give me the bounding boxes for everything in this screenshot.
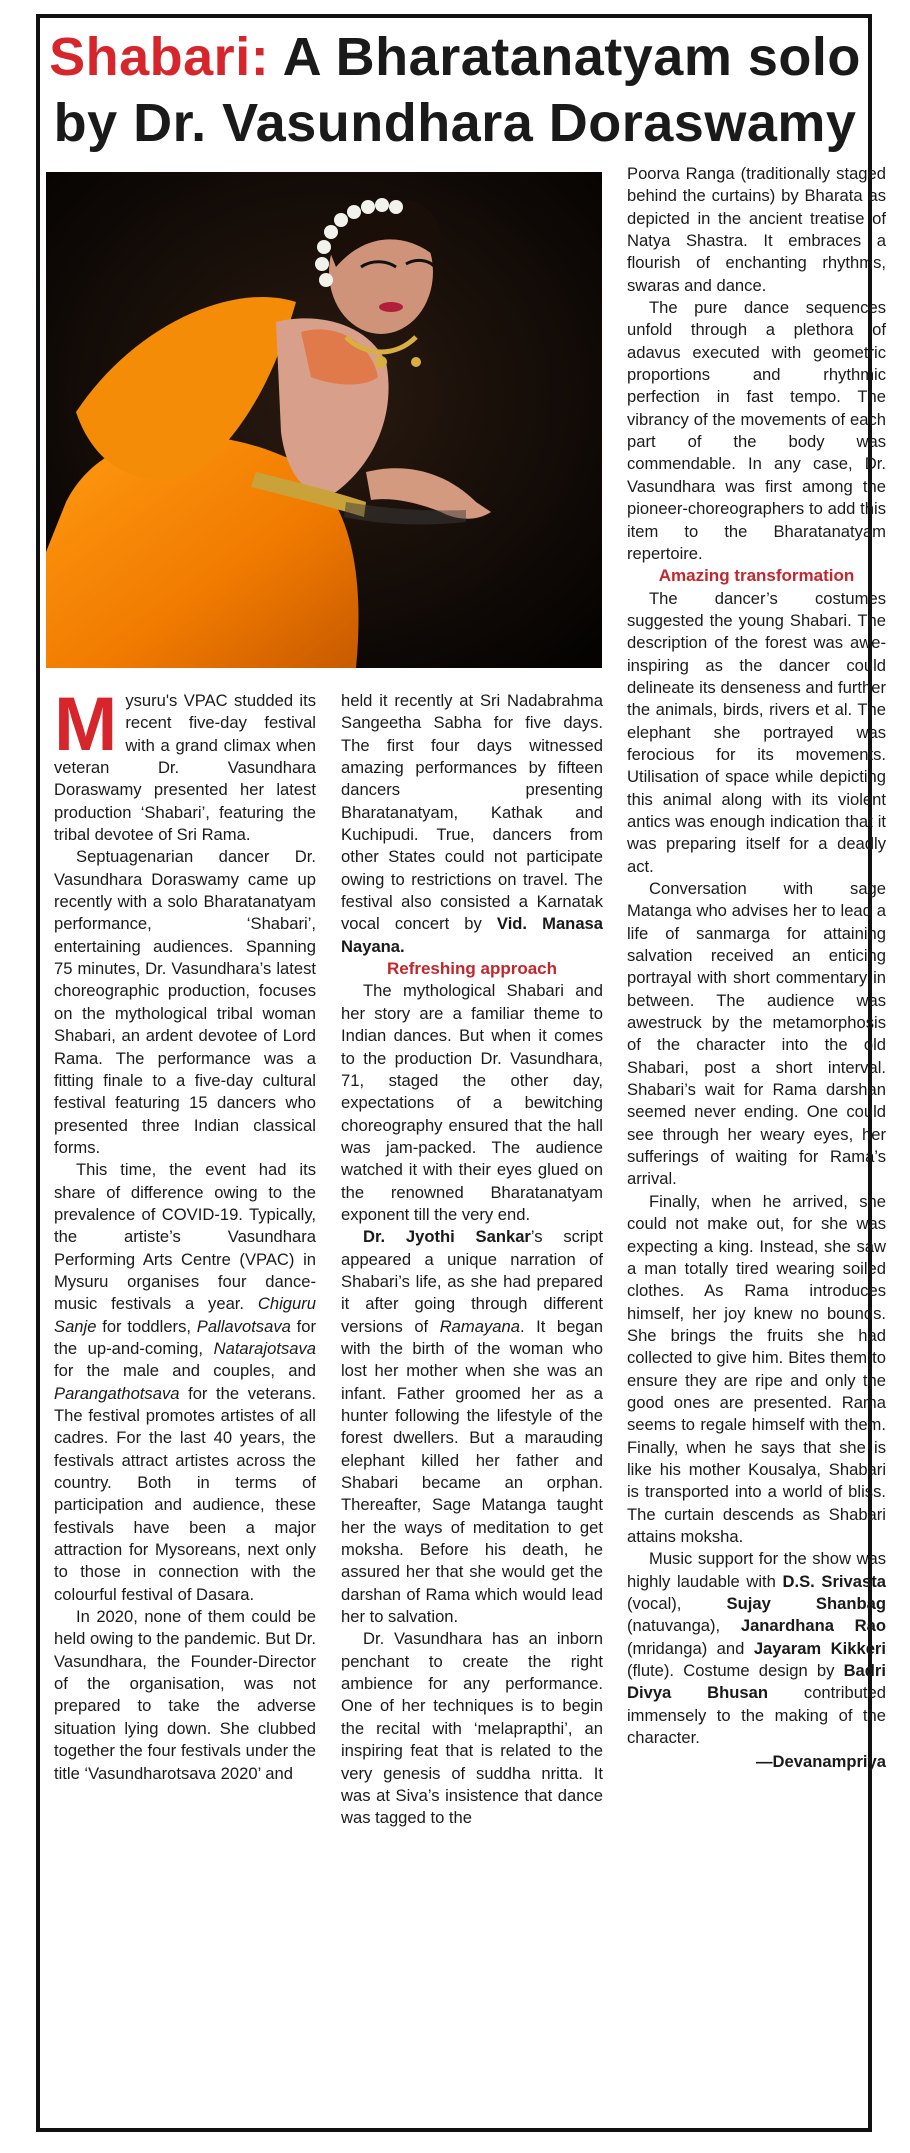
column-1 [54,682,316,1785]
paragraph: Finally, when he arrived, she could not make out, for she was expecting a king. Instead, she saw a man totally tired wearing soiled clothes. As Rama introduces himself, her joy knew no bounds. She brings the fruits she had collected to give him. Bites them to ensure they are ripe and only the good ones are presented. Rama seems to regale himself with them. Finally, when he says that she is like his mother Kousalya, Shabari is transported into a world of bliss. The curtain descends as Shabari attains moksha. [627,1191,886,1546]
paragraph: Septuagenarian dancer Dr. Vasundhara Doraswamy came up recently with a solo Bharatanatyam performance, ‘Shabari’, entertaining audiences. Spanning 75 minutes, Dr. Vasundhara’s latest choreographic production, focuses on the mythological tribal woman Shabari, an ardent devotee of Lord Rama. The performance was a fitting finale to a five-day cultural festival featuring 15 dancers who presented three Indian classical forms. [54,847,316,1157]
drop-cap: M [54,682,118,767]
paragraph: Poorva Ranga (traditionally staged behind the curtains) by Bharata as depicted in the ancient treatise of Natya Shastra. It embraces a flourish of enchanting rhythms, swaras and dance. [627,164,886,295]
subheading-refreshing-approach: Refreshing approach [386,959,558,979]
subheading-amazing-transformation: Amazing transformation [658,566,855,586]
column-2 [341,690,603,1830]
lead-paragraph: Mysuru's VPAC studded its recent five-day festival with a grand climax when veteran Dr. Vasundhara Doraswamy presented her latest production ‘Shabari’, featuring the tribal devotee of Sri Rama. [54,682,316,845]
paragraph: Dr. Vasundhara has an inborn penchant to create the right ambience for any performance. One of her techniques is to begin the recital with ‘melaprapthi’, an inspiring feat that is related to the very genesis of suddha nritta. It was at Siva’s insistence that dance was tagged to the [341,1629,603,1828]
paragraph: Conversation with sage Matanga who advises her to lead a life of sanmarga for attaining salvation received an enticing portrayal with short commentary in between. The audience was awestruck by the metamorphosis of the character into the old Shabari, post a short interval. Shabari’s wait for Rama darshan seemed never ending. One could see through her weary eyes, her sufferings of waiting for Rama’s arrival. [627,879,886,1189]
paragraph: The mythological Shabari and her story are a familiar theme to Indian dances. But when it comes to the production Dr. Vasundhara, 71, staged the other day, expectations of a bewitching choreography ensured that the hall was jam-packed. The audience watched it with their eyes glued on the renowned Bharatanatyam exponent till the very end. [341,981,603,1224]
paragraph: Dr. Jyothi Sankar’s script appeared a unique narration of Shabari’s life, as she had prepared it after going through different versions of Ramayana. It began with the birth of the woman who lost her mother when she was an infant. Father groomed her as a hunter following the lifestyle of the forest dwellers. But a marauding elephant killed her father and Shabari became an orphan. Thereafter, Sage Matanga taught her the ways of meditation to get moksha. Before his death, he assured her that she would get the darshan of Rama which would lead her to salvation. [341,1227,603,1627]
paragraph: In 2020, none of them could be held owing to the pandemic. But Dr. Vasundhara, the Founder-Director of the organisation, was not prepared to take the adverse situation lying down. She clubbed together the four festivals under the title ‘Vasundharotsava 2020’ and [54,1607,316,1783]
paragraph: The dancer’s costumes suggested the young Shabari. The description of the forest was awe-inspiring as the dancer could delineate its denseness and further the animals, birds, rivers et al. The elephant she portrayed was ferocious for its movements. Utilisation of space while depicting this animal along with its violent antics was enough indication that it was preparing itself for a deadly act. [627,588,886,876]
paragraph: Music support for the show was highly laudable with D.S. Srivasta (vocal), Sujay Shanbag (natuvanga), Janardhana Rao (mridanga) and Jayaram Kikkeri (flute). Costume design by Badri Divya Bhusan contributed immensely to the making of the character. [627,1549,887,1748]
headline [40,24,870,156]
headline-line1: A Bharatanatyam solo [269,27,861,87]
paragraph: The pure dance sequences unfold through a plethora of adavus executed with geometric proportions and rhythmic perfection in fast tempo. The vibrancy of the movements of each part of the body was commendable. In any case, Dr. Vasundhara was first among the pioneer-choreographers to add this item to the Bharatanatyam repertoire. [627,298,886,563]
column-3 [627,163,886,1774]
dancer-photo [46,172,602,668]
byline: —Devanampriya [755,1752,886,1772]
paragraph: This time, the event had its share of difference owing to the prevalence of COVID-19. Typically, the artiste’s Vasundhara Performing Arts Centre (VPAC) in Mysuru organises four dance-music festivals a year. Chiguru Sanje for toddlers, Pallavotsava for the up-and-coming, Natarajotsava for the male and couples, and Parangathotsava for the veterans. The festival promotes artistes of all cadres. For the last 40 years, the festivals attract artistes across the country. Both in terms of participation and audience, these festivals have been a major attraction for Mysoreans, next only to those in connection with the colourful festival of Dasara. [54,1160,316,1604]
headline-line2: by Dr. Vasundhara Doraswamy [53,93,857,153]
headline-highlight: Shabari: [49,27,270,87]
paragraph: held it recently at Sri Nadabrahma Sangeetha Sabha for five days. The first four days witnessed amazing performances by fifteen dancers presenting Bharatanatyam, Kathak and Kuchipudi. True, dancers from other States could not participate owing to restrictions on travel. The festival also consisted a Karnatak vocal concert by Vid. Manasa Nayana. [341,691,603,956]
